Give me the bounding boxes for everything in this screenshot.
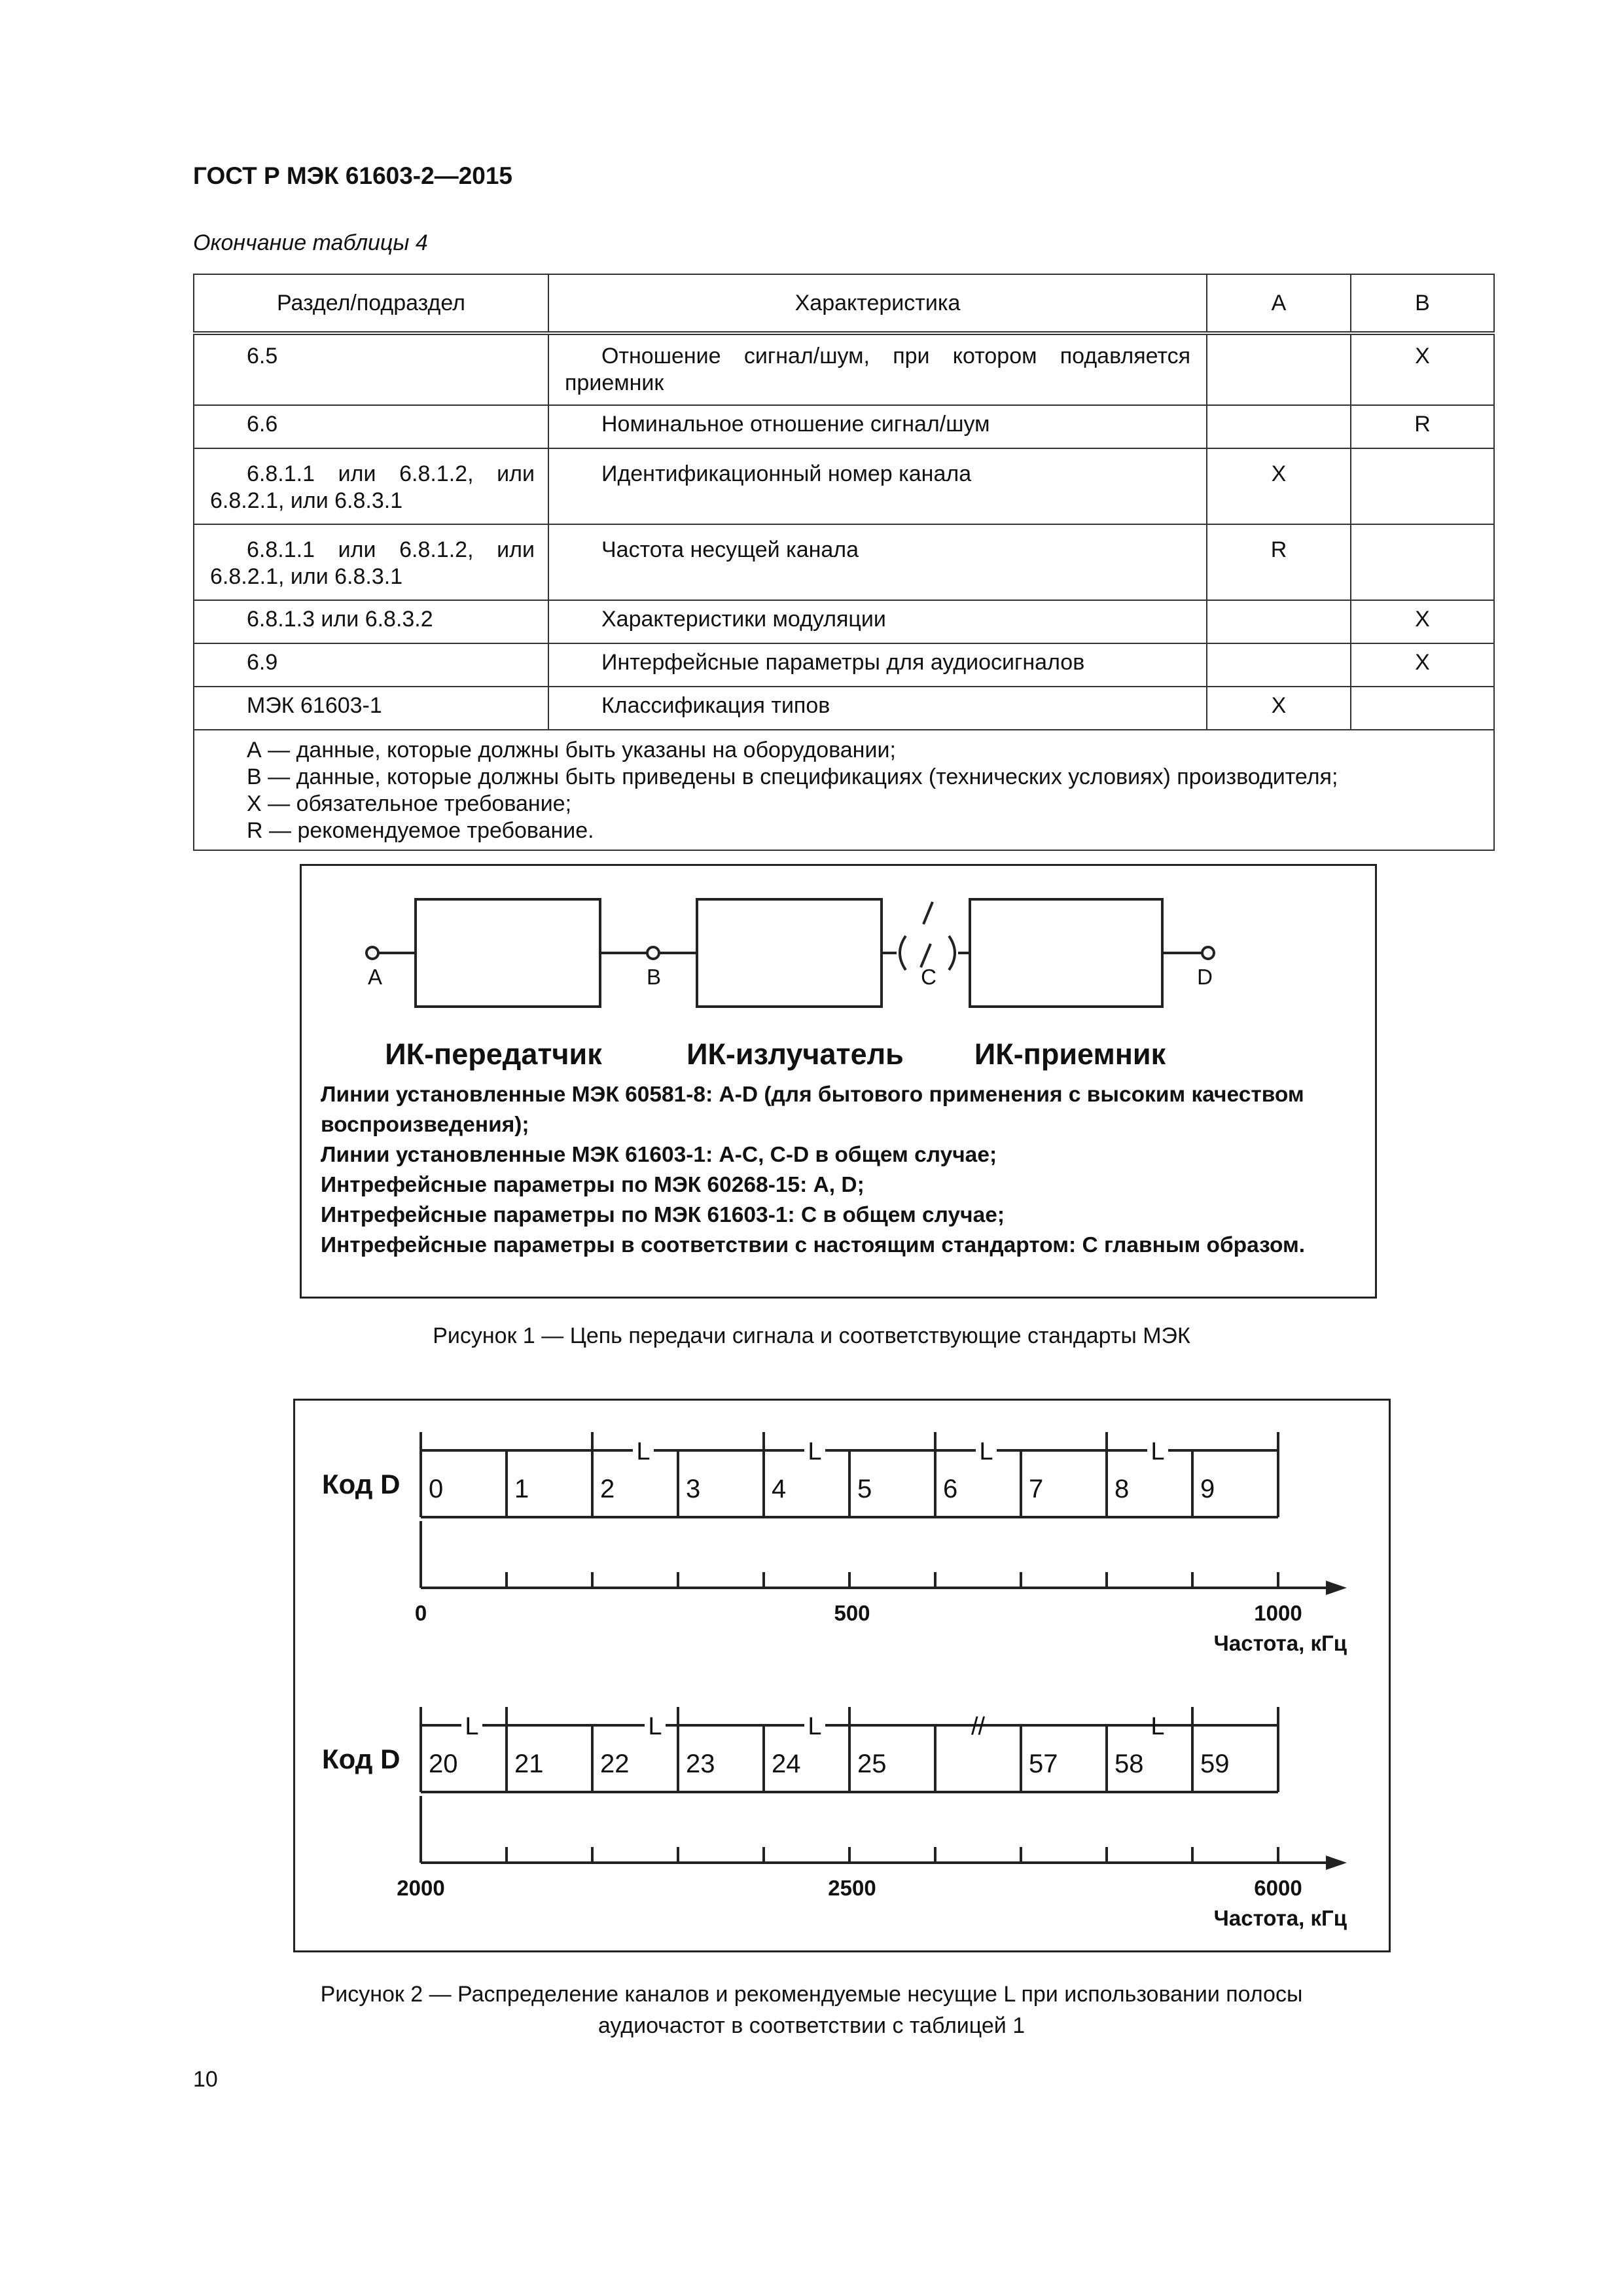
column-header-characteristic: Характеристика xyxy=(548,274,1207,333)
cell-characteristic: Номинальное отношение сигнал/шум xyxy=(548,405,1207,448)
document-header: ГОСТ Р МЭК 61603-2—2015 xyxy=(193,162,513,189)
channel-code: 4 xyxy=(772,1475,787,1503)
channel-code: 21 xyxy=(514,1749,544,1778)
point-label-b: B xyxy=(646,965,662,989)
axis-arrow xyxy=(1326,1581,1347,1595)
cell-a: X xyxy=(1207,448,1351,524)
channel-code: 1 xyxy=(514,1475,529,1503)
axis-tick-label: 2000 xyxy=(397,1876,445,1900)
cell-characteristic: Частота несущей канала xyxy=(548,524,1207,600)
carrier-label-l: L xyxy=(648,1713,662,1740)
axis-unit-label: Частота, кГц xyxy=(1213,1631,1347,1655)
channel-code: 6 xyxy=(943,1475,958,1503)
carrier-label-l: L xyxy=(1150,1438,1165,1465)
figure-1-caption: Рисунок 1 — Цепь передачи сигнала и соответствующие стандарты МЭК xyxy=(433,1323,1190,1348)
cell-section: МЭК 61603-1 xyxy=(194,687,548,730)
channel-code: 8 xyxy=(1115,1475,1130,1503)
channel-code: 22 xyxy=(600,1749,630,1778)
carrier-label-l: L xyxy=(465,1713,479,1740)
note-x: X — обязательное требование; xyxy=(247,791,572,816)
channel-code: 9 xyxy=(1200,1475,1215,1503)
block-label-emitter: ИК-излучатель xyxy=(687,1037,904,1071)
point-label-c: C xyxy=(921,965,936,989)
cell-characteristic: Интерфейсные параметры для аудиосигналов xyxy=(548,643,1207,687)
carrier-label-l: L xyxy=(808,1713,822,1740)
channel-code: 5 xyxy=(857,1475,872,1503)
column-header-a: А xyxy=(1207,274,1351,333)
channel-code: 25 xyxy=(857,1749,887,1778)
channel-code: 59 xyxy=(1200,1749,1230,1778)
column-header-b: В xyxy=(1351,274,1494,333)
axis-tick-label: 500 xyxy=(834,1601,870,1625)
carrier-label-l: L xyxy=(636,1438,651,1465)
cell-b: X xyxy=(1351,333,1494,405)
cell-b: X xyxy=(1351,643,1494,687)
figure-2-caption-line-1: Рисунок 2 — Распределение каналов и рекомендуемые несущие L при использовании полосы xyxy=(320,1982,1303,2007)
carrier-label-l: L xyxy=(1150,1713,1165,1740)
table-caption: Окончание таблицы 4 xyxy=(193,230,428,255)
channel-code: 20 xyxy=(429,1749,458,1778)
legend-line: Линии установленные МЭК 60581-8: A-D (для бытового применения с высоким качеством xyxy=(321,1083,1304,1107)
axis-unit-label: Частота, кГц xyxy=(1213,1906,1347,1930)
cell-a: R xyxy=(1207,524,1351,600)
page-number: 10 xyxy=(193,2067,218,2092)
code-d-label: Код D xyxy=(322,1744,401,1774)
carrier-label-l: L xyxy=(979,1438,993,1465)
axis-tick-label: 2500 xyxy=(828,1876,876,1900)
cell-section: 6.8.1.1 или 6.8.1.2, или 6.8.2.1, или 6.8.3.1 xyxy=(194,524,548,600)
cell-characteristic: Характеристики модуляции xyxy=(548,600,1207,643)
cell-characteristic: Классификация типов xyxy=(548,687,1207,730)
cell-characteristic: Идентификационный номер канала xyxy=(548,448,1207,524)
legend-line: Интрефейсные параметры по МЭК 60268-15: A, D; xyxy=(321,1173,865,1197)
note-r: R — рекомендуемое требование. xyxy=(247,818,594,843)
block-label-receiver: ИК-приемник xyxy=(974,1037,1166,1071)
channel-code: 2 xyxy=(600,1475,615,1503)
channel-code: 57 xyxy=(1029,1749,1058,1778)
legend-line: Интрефейсные параметры в соответствии с настоящим стандартом: C главным образом. xyxy=(321,1233,1306,1257)
axis-tick-label: 0 xyxy=(414,1601,427,1625)
figure-2-caption-line-2: аудиочастот в соответствии с таблицей 1 xyxy=(597,2013,1026,2038)
break-mark: // xyxy=(971,1713,986,1740)
block-label-transmitter: ИК-передатчик xyxy=(385,1037,602,1071)
cell-section: 6.8.1.1 или 6.8.1.2, или 6.8.2.1, или 6.8.3.1 xyxy=(194,448,548,524)
cell-section: 6.8.1.3 или 6.8.3.2 xyxy=(194,600,548,643)
axis-tick-label: 1000 xyxy=(1254,1601,1302,1625)
legend-line: воспроизведения); xyxy=(321,1113,529,1137)
channel-code: 3 xyxy=(686,1475,701,1503)
cell-b: X xyxy=(1351,600,1494,643)
channel-code: 23 xyxy=(686,1749,715,1778)
cell-section: 6.5 xyxy=(194,333,548,405)
column-header-section: Раздел/подраздел xyxy=(194,274,548,333)
note-b: В — данные, которые должны быть приведены в спецификациях (технических условиях) производителя; xyxy=(247,764,1338,789)
cell-b: R xyxy=(1351,405,1494,448)
cell-characteristic: Отношение сигнал/шум, при котором подавляется приемник xyxy=(548,333,1207,405)
axis-arrow xyxy=(1326,1856,1347,1870)
point-label-d: D xyxy=(1197,965,1213,989)
code-d-label: Код D xyxy=(322,1469,401,1499)
channel-code: 24 xyxy=(772,1749,801,1778)
axis-tick-label: 6000 xyxy=(1254,1876,1302,1900)
cell-a: X xyxy=(1207,687,1351,730)
point-label-a: A xyxy=(367,965,383,989)
cell-section: 6.9 xyxy=(194,643,548,687)
channel-code: 7 xyxy=(1029,1475,1044,1503)
channel-code: 0 xyxy=(429,1475,444,1503)
note-a: А — данные, которые должны быть указаны на оборудовании; xyxy=(247,738,896,762)
channel-code: 58 xyxy=(1115,1749,1144,1778)
carrier-label-l: L xyxy=(808,1438,822,1465)
legend-line: Интрефейсные параметры по МЭК 61603-1: C в общем случае; xyxy=(321,1203,1005,1227)
cell-section: 6.6 xyxy=(194,405,548,448)
legend-line: Линии установленные МЭК 61603-1: A-C, C-D в общем случае; xyxy=(321,1143,997,1167)
